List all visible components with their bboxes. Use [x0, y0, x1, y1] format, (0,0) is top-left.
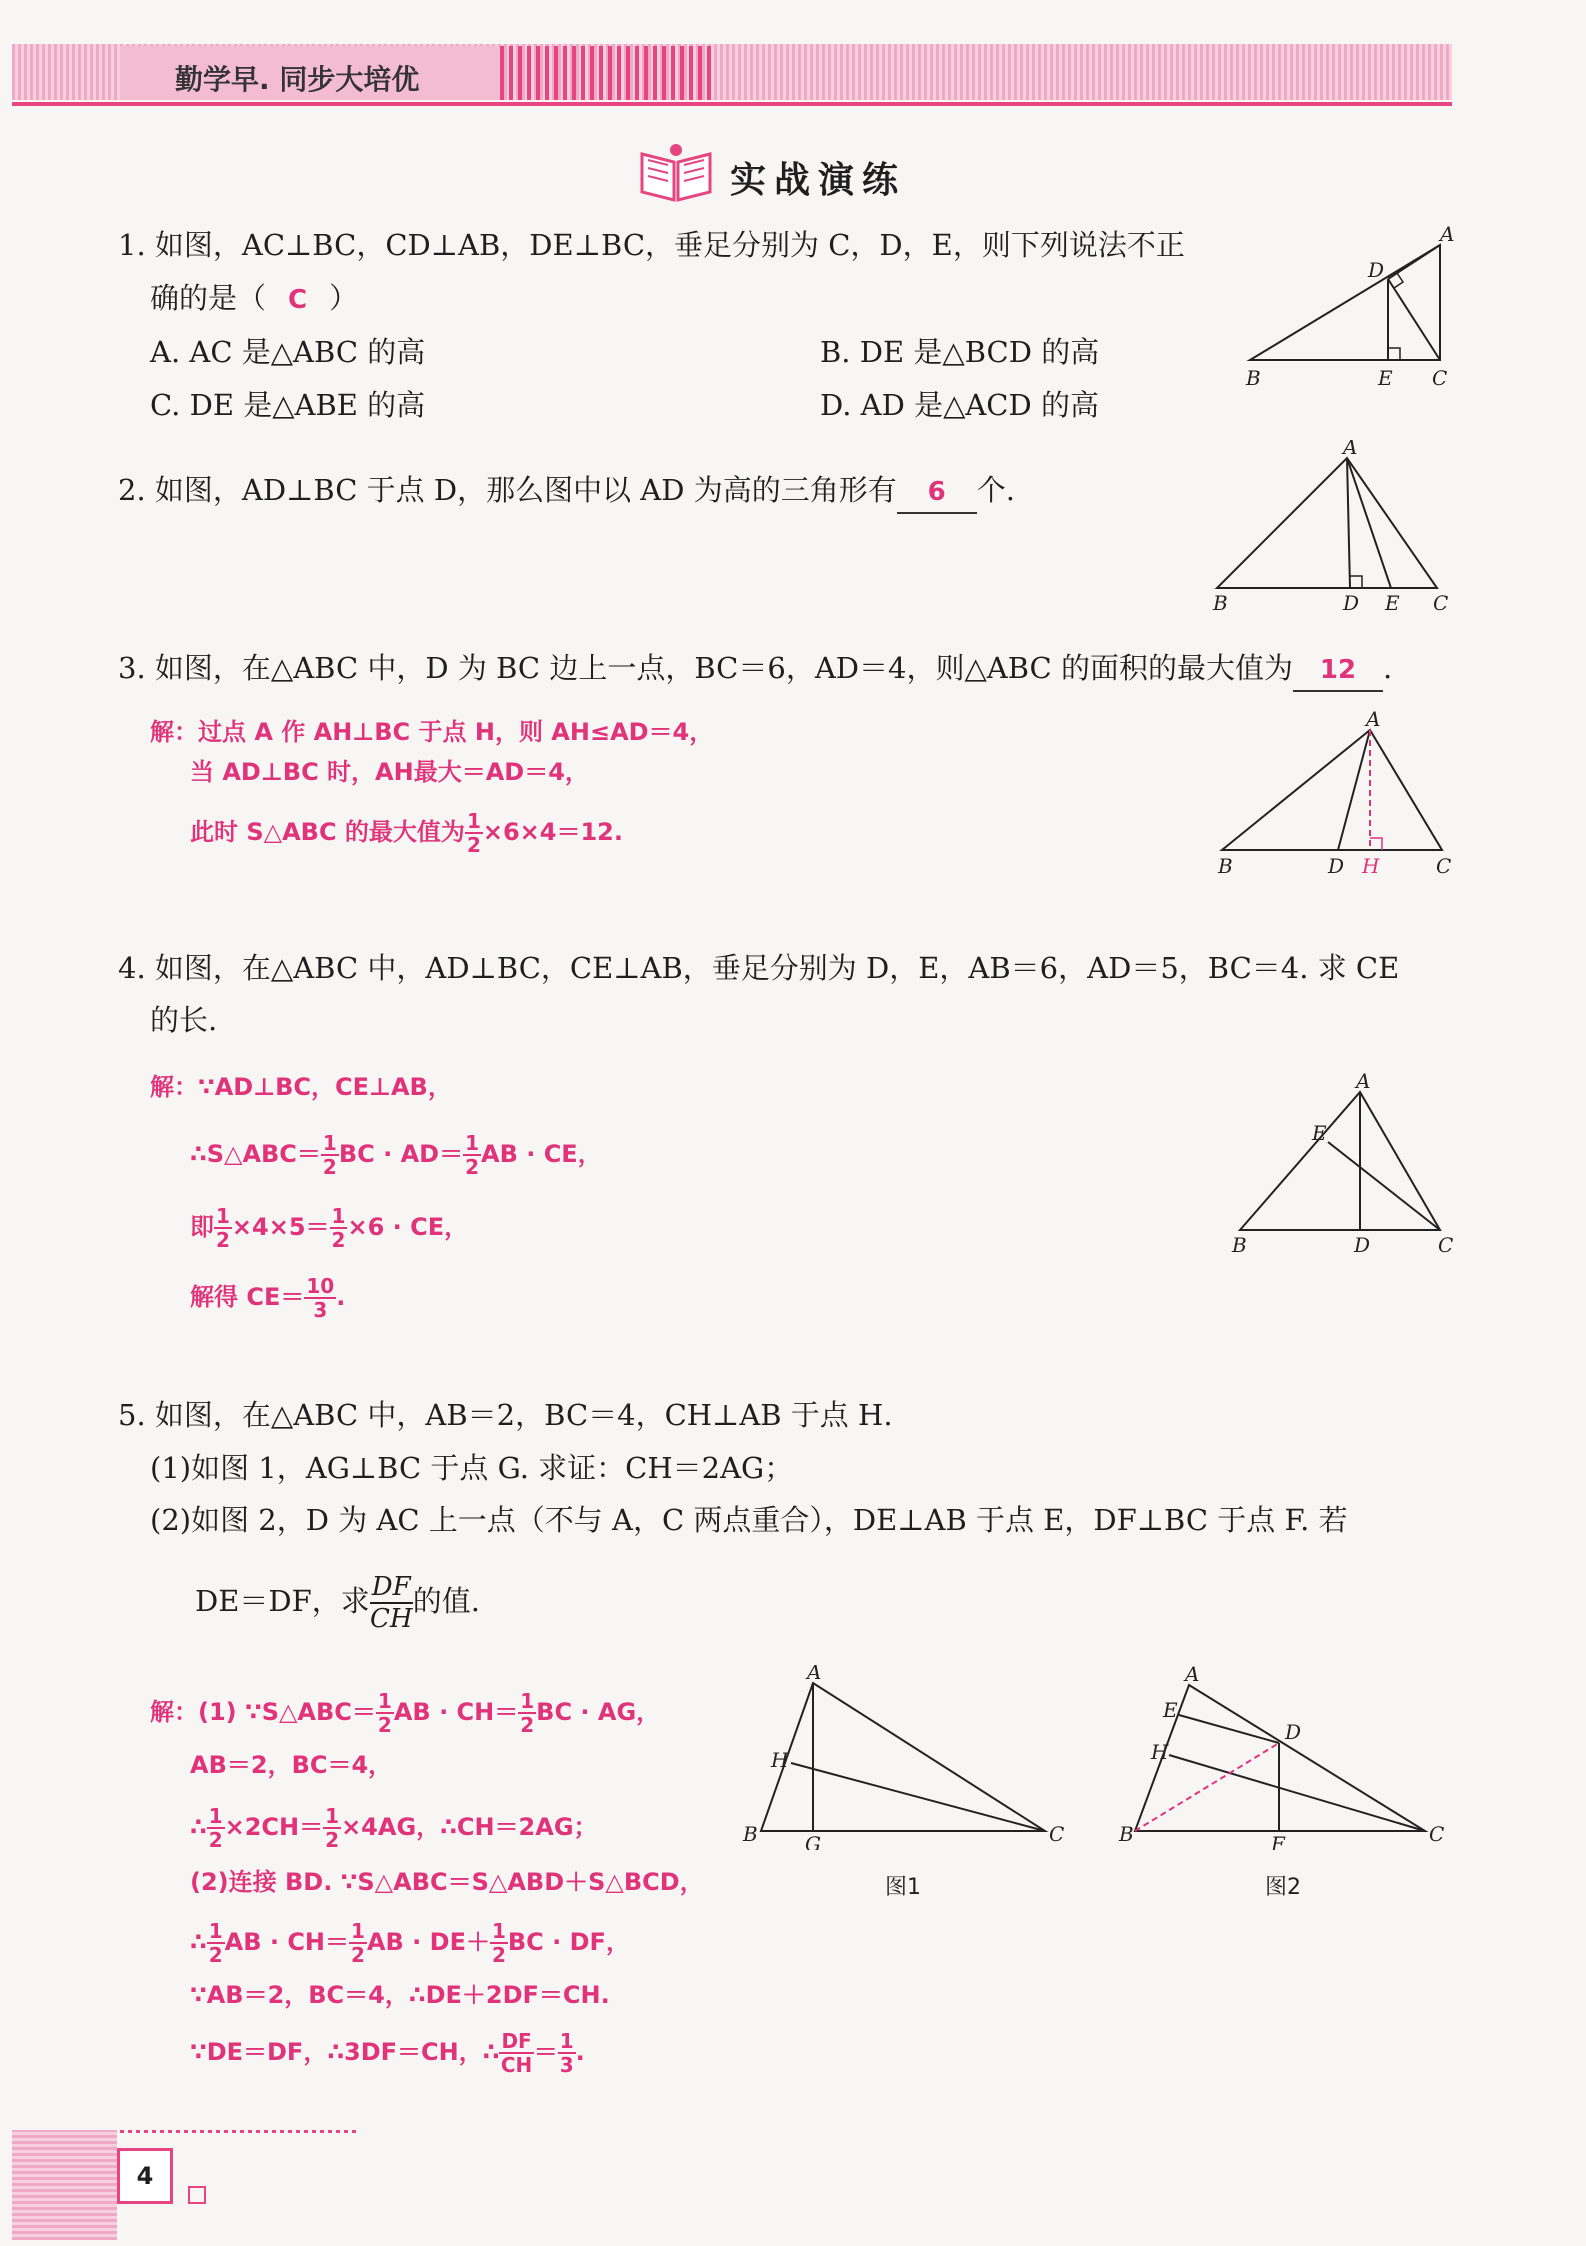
book-icon — [636, 140, 716, 204]
fraction-denominator: 2 — [351, 1943, 365, 1967]
q4-sol3-a: 即 — [190, 1213, 214, 1241]
fraction — [518, 1690, 536, 1736]
q2-answer: 6 — [897, 472, 977, 514]
fraction-numerator: 1 — [325, 1804, 340, 1828]
q4-solution-line1: 解：∵AD⊥BC，CE⊥AB， — [150, 1073, 452, 1101]
q1-option-a: A. AC 是△ABC 的高 — [150, 335, 426, 369]
q5-sol5-a: ∴ — [190, 1928, 207, 1956]
svg-text:C: C — [1429, 1822, 1445, 1846]
q4-solution-line3 — [190, 1205, 468, 1251]
svg-text:H: H — [771, 1748, 789, 1772]
q4-sol2-a: ∴S△ABC＝ — [190, 1140, 321, 1168]
q1-prompt: 确的是（ — [150, 281, 267, 315]
svg-text:B: B — [1213, 591, 1228, 615]
fraction — [304, 1275, 336, 1321]
q3-sol3-end: ×6×4＝12. — [482, 818, 623, 846]
svg-text:H: H — [1151, 1740, 1169, 1764]
fraction — [349, 1920, 367, 1966]
fraction — [558, 2030, 576, 2076]
q5-solution-line2: AB＝2，BC＝4， — [190, 1751, 393, 1779]
q5-solution-line1 — [150, 1690, 660, 1736]
fraction-denominator: 2 — [325, 1828, 340, 1852]
fraction — [370, 1572, 413, 1634]
svg-text:D: D — [1354, 1233, 1371, 1257]
q5-solution-line3 — [190, 1805, 598, 1851]
q5-sol3-c: ×4AG，∴CH＝2AG； — [341, 1813, 598, 1841]
svg-text:E: E — [1378, 366, 1393, 390]
fraction-denominator: 2 — [465, 1155, 479, 1179]
fraction-numerator: 1 — [466, 809, 481, 833]
fraction-numerator: 1 — [322, 1131, 337, 1155]
q5-sol1-a: 解：(1) ∵S△ABC＝ — [150, 1698, 376, 1726]
q2-prompt: 2. 如图，AD⊥BC 于点 D，那么图中以 AD 为高的三角形有 — [118, 473, 897, 507]
q3-answer: 12 — [1293, 650, 1383, 692]
q4-figure — [1220, 1070, 1460, 1260]
q1-prompt-end: ） — [329, 281, 359, 315]
svg-text:A: A — [1343, 440, 1358, 459]
svg-text:E: E — [1385, 591, 1400, 615]
q3-prompt-end: . — [1382, 651, 1393, 685]
q3-text — [118, 648, 1392, 692]
svg-text:D: D — [1328, 854, 1345, 878]
section-title: 实战演练 — [730, 160, 907, 201]
svg-text:B: B — [1218, 854, 1233, 878]
q4-solution-line4 — [190, 1275, 345, 1321]
q2-figure — [1205, 440, 1460, 615]
fraction-denominator: CH — [500, 2053, 533, 2077]
fraction-denominator: 2 — [216, 1228, 230, 1252]
fraction-denominator: CH — [369, 1604, 413, 1634]
fraction-denominator: 2 — [520, 1713, 535, 1737]
q5-sol1-c: BC · AG， — [536, 1698, 661, 1726]
svg-text:C: C — [1433, 591, 1449, 615]
q5-text-line1: 5. 如图，在△ABC 中，AB＝2，BC＝4，CH⊥AB 于点 H. — [118, 1398, 893, 1432]
fraction-denominator: 2 — [491, 1943, 506, 1967]
q4-sol3-c: ×6 · CE， — [347, 1213, 469, 1241]
fraction — [323, 1805, 341, 1851]
svg-text:H: H — [1362, 854, 1380, 878]
fraction — [465, 810, 483, 856]
q5-figure-2 — [1115, 1665, 1460, 1850]
fraction-numerator: 1 — [351, 1919, 365, 1943]
q4-text-line1: 4. 如图，在△ABC 中，AD⊥BC，CE⊥AB，垂足分别为 D，E，AB＝6，AD＝5，BC＝4. 求 CE — [118, 951, 1400, 985]
q5-sol3-a: ∴ — [190, 1813, 207, 1841]
svg-text:A: A — [1185, 1665, 1200, 1686]
fraction — [330, 1205, 348, 1251]
q5-text-line3: (2)如图 2，D 为 AC 上一点（不与 A，C 两点重合），DE⊥AB 于点 E，DF⊥BC 于点 F. 若 — [150, 1503, 1348, 1537]
fraction — [214, 1205, 232, 1251]
svg-text:C: C — [1049, 1822, 1065, 1846]
q5-figure-1 — [735, 1665, 1080, 1850]
fraction — [463, 1132, 481, 1178]
q5-sol5-c: AB · DE＋ — [366, 1928, 490, 1956]
fraction-numerator: 1 — [208, 1919, 223, 1943]
fraction-numerator: 1 — [559, 2029, 574, 2053]
figure-1-caption: 图1 — [885, 1875, 921, 1900]
book-title: 勤学早. 同步大培优 — [175, 63, 420, 96]
q1-answer: C — [288, 285, 308, 315]
fraction — [207, 1805, 225, 1851]
q1-option-c: C. DE 是△ABE 的高 — [150, 388, 426, 422]
q1-figure — [1240, 225, 1460, 395]
q3-prompt: 3. 如图，在△ABC 中，D 为 BC 边上一点，BC＝6，AD＝4，则△ABC 的面积的最大值为 — [118, 651, 1293, 685]
svg-text:D: D — [1368, 258, 1385, 282]
svg-text:A: A — [1356, 1070, 1371, 1093]
q1-option-b: B. DE 是△BCD 的高 — [820, 335, 1100, 369]
svg-text:D: D — [1343, 591, 1360, 615]
q1-text-line2 — [150, 278, 358, 320]
q5-solution-line6: ∵AB＝2，BC＝4，∴DE＋2DF＝CH. — [190, 1981, 610, 2009]
svg-text:B: B — [743, 1822, 758, 1846]
fraction-numerator: 1 — [520, 1689, 535, 1713]
fraction-numerator: DF — [371, 1572, 411, 1602]
svg-text:C: C — [1432, 366, 1448, 390]
q5-sol3-b: ×2CH＝ — [224, 1813, 324, 1841]
q5-solution-line4: (2)连接 BD. ∵S△ABC＝S△ABD＋S△BCD， — [190, 1868, 704, 1896]
q4-solution-line2 — [190, 1132, 602, 1178]
q5-sol5-b: AB · CH＝ — [224, 1928, 350, 1956]
fraction-numerator: 1 — [208, 1804, 223, 1828]
svg-text:E: E — [1163, 1698, 1178, 1722]
svg-text:C: C — [1436, 854, 1452, 878]
fraction-denominator: 2 — [322, 1155, 337, 1179]
figure-2-caption: 图2 — [1265, 1875, 1301, 1900]
fraction-denominator: 2 — [208, 1943, 223, 1967]
fraction-numerator: 1 — [216, 1204, 230, 1228]
q4-sol2-c: AB · CE， — [481, 1140, 602, 1168]
fraction-denominator: 2 — [208, 1828, 223, 1852]
q4-sol4-a: 解得 CE＝ — [190, 1283, 305, 1311]
q4-text-line2: 的长. — [150, 1003, 218, 1037]
q3-solution-line1: 解：过点 A 作 AH⊥BC 于点 H，则 AH≤AD＝4， — [150, 718, 714, 746]
q5-line4-b: 的值. — [412, 1584, 480, 1618]
fraction-denominator: 2 — [466, 833, 481, 857]
svg-text:B: B — [1246, 366, 1261, 390]
q5-text-line2: (1)如图 1，AG⊥BC 于点 G. 求证：CH＝2AG； — [150, 1451, 794, 1485]
fraction-numerator: 1 — [331, 1204, 346, 1228]
q1-option-d: D. AD 是△ACD 的高 — [820, 388, 1099, 422]
q5-text-line4 — [195, 1572, 480, 1634]
q2-prompt-end: 个. — [976, 473, 1015, 507]
svg-text:G: G — [805, 1832, 821, 1850]
svg-text:D: D — [1285, 1720, 1302, 1744]
svg-text:B: B — [1232, 1233, 1247, 1257]
svg-text:B: B — [1119, 1822, 1134, 1846]
fraction — [376, 1690, 394, 1736]
q5-line4-a: DE＝DF，求 — [195, 1584, 370, 1618]
q5-sol5-d: BC · DF， — [507, 1928, 630, 1956]
q1-text-line1: 1. 如图，AC⊥BC，CD⊥AB，DE⊥BC，垂足分别为 C，D，E，则下列说法不正 — [118, 228, 1185, 262]
fraction-numerator: 10 — [306, 1274, 335, 1298]
fraction — [490, 1920, 508, 1966]
footer-square-icon — [188, 2186, 206, 2204]
fraction-numerator: DF — [501, 2029, 532, 2053]
svg-text:A: A — [807, 1665, 822, 1684]
q2-text — [118, 470, 1015, 514]
q3-figure — [1210, 710, 1460, 880]
fraction — [207, 1920, 225, 1966]
fraction-numerator: 1 — [377, 1689, 392, 1713]
svg-text:A: A — [1366, 710, 1381, 731]
fraction-denominator: 3 — [313, 1298, 328, 1322]
q5-solution-line5 — [190, 1920, 630, 1966]
q4-sol3-b: ×4×5＝ — [231, 1213, 330, 1241]
header-stripes — [500, 46, 715, 100]
fraction — [321, 1132, 339, 1178]
footer-decoration — [12, 2130, 117, 2240]
q5-sol7-c: . — [575, 2038, 585, 2066]
q5-solution-line7 — [190, 2030, 585, 2076]
fraction-numerator: 1 — [491, 1919, 506, 1943]
fraction-denominator: 3 — [559, 2053, 574, 2077]
svg-text:F: F — [1271, 1832, 1285, 1850]
footer-dotted-rule — [120, 2130, 360, 2133]
q5-sol7-b: ＝ — [533, 2038, 558, 2066]
q5-sol1-b: AB · CH＝ — [393, 1698, 519, 1726]
q3-solution-line3 — [190, 810, 623, 856]
svg-text:E: E — [1312, 1121, 1327, 1145]
fraction-denominator: 2 — [331, 1228, 346, 1252]
fraction — [499, 2030, 533, 2076]
q3-sol3-text: 此时 S△ABC 的最大值为 — [190, 818, 465, 846]
q4-sol4-b: . — [336, 1283, 346, 1311]
q5-sol7-a: ∵DE＝DF，∴3DF＝CH，∴ — [190, 2038, 500, 2066]
svg-text:A: A — [1440, 225, 1455, 246]
fraction-numerator: 1 — [465, 1131, 479, 1155]
q4-sol2-b: BC · AD＝ — [338, 1140, 464, 1168]
header-rule — [12, 102, 1452, 106]
q3-solution-line2: 当 AD⊥BC 时，AH最大＝AD＝4， — [190, 758, 589, 786]
svg-text:C: C — [1438, 1233, 1454, 1257]
page-number: 4 — [117, 2148, 173, 2204]
fraction-denominator: 2 — [377, 1713, 392, 1737]
